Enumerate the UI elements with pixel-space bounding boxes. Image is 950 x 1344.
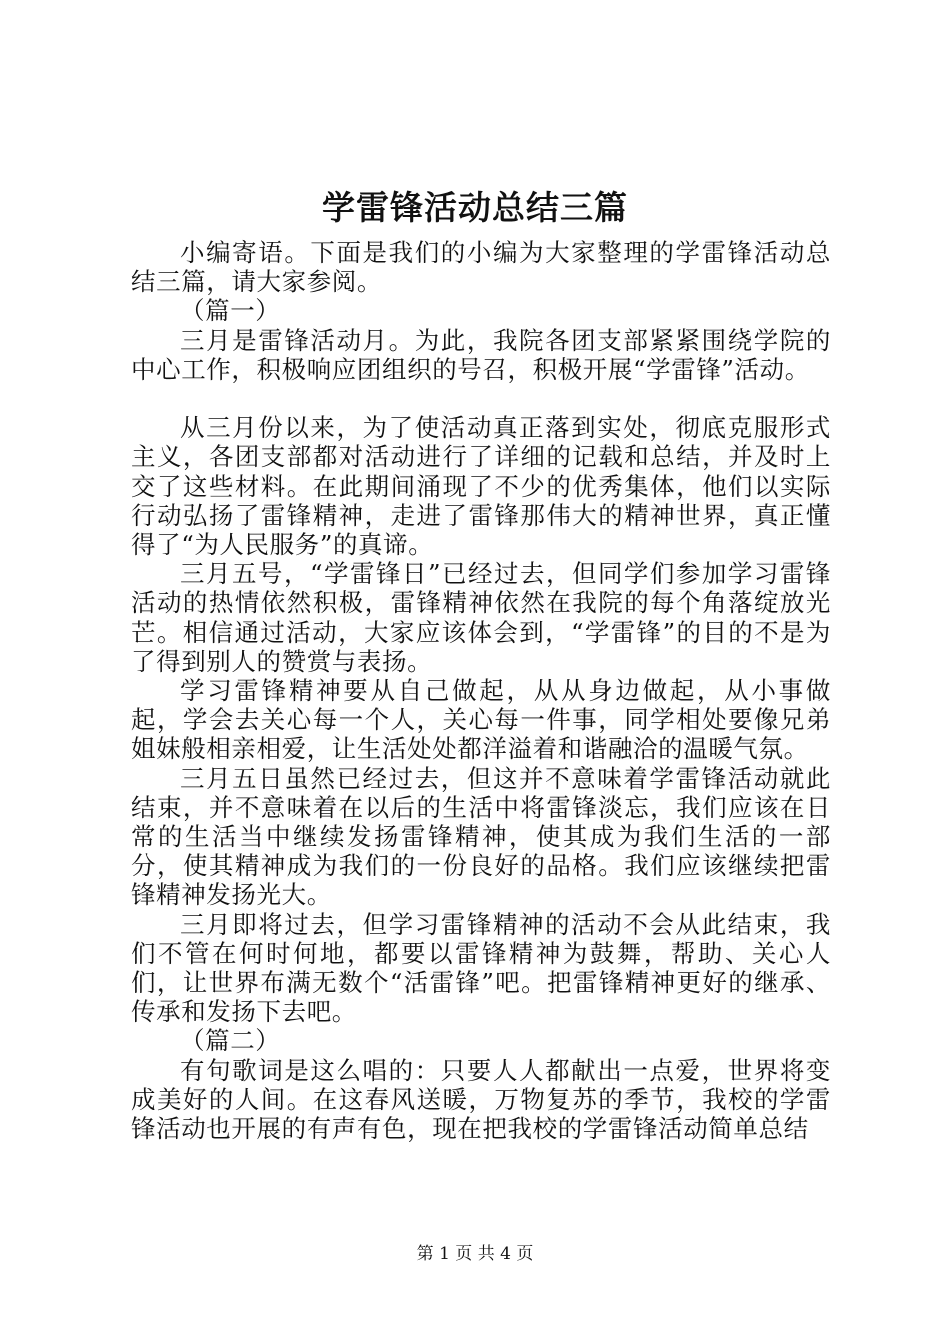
paragraph-march-passing: 三月即将过去，但学习雷锋精神的活动不会从此结束，我们不管在何时何地，都要以雷锋精神为鼓舞，帮助、关心人们，让世界布满无数个“活雷锋”吧。把雷锋精神更好的继承、传承和发扬下去吧。 bbox=[131, 909, 831, 1027]
page-number-footer: 第 1 页 共 4 页 bbox=[416, 1244, 534, 1264]
paragraph-since-march: 从三月份以来，为了使活动真正落到实处，彻底克服形式主义，各团支部都对活动进行了详细的记载和总结，并及时上交了这些材料。在此期间涌现了不少的优秀集体，他们以实际行动弘扬了雷锋精神，走进了雷锋那伟大的精神世界，真正懂得了“为人民服务”的真谛。 bbox=[131, 413, 831, 560]
document-title: 学雷锋活动总结三篇 bbox=[322, 188, 628, 227]
paragraph-not-the-end: 三月五日虽然已经过去，但这并不意味着学雷锋活动就此结束，并不意味着在以后的生活中将雷锋淡忘，我们应该在日常的生活当中继续发扬雷锋精神，使其成为我们生活的一部分，使其精神成为我们的一份良好的品格。我们应该继续把雷锋精神发扬光大。 bbox=[131, 763, 831, 910]
section-heading-part-one: （篇一） bbox=[180, 296, 281, 326]
document-body bbox=[131, 238, 831, 1143]
paragraph-song-lyrics: 有句歌词是这么唱的：只要人人都献出一点爱，世界将变成美好的人间。在这春风送暖，万物复苏的季节，我校的学雷锋活动也开展的有声有色，现在把我校的学雷锋活动简单总结 bbox=[131, 1055, 831, 1144]
paragraph-lei-feng-day: 三月五号，“学雷锋日”已经过去，但同学们参加学习雷锋活动的热情依然积极，雷锋精神依然在我院的每个角落绽放光芒。相信通过活动，大家应该体会到，“学雷锋”的目的不是为了得到别人的赞赏与表扬。 bbox=[131, 559, 831, 676]
section-heading-part-two: （篇二） bbox=[180, 1026, 281, 1056]
paragraph-intro: 小编寄语。下面是我们的小编为大家整理的学雷锋活动总结三篇，请大家参阅。 bbox=[131, 238, 831, 297]
paragraph-march-activity: 三月是雷锋活动月。为此，我院各团支部紧紧围绕学院的中心工作，积极响应团组织的号召，积极开展“学雷锋”活动。 bbox=[131, 325, 831, 384]
paragraph-start-from-self: 学习雷锋精神要从自己做起，从从身边做起，从小事做起，学会去关心每一个人，关心每一件事，同学相处要像兄弟姐妹般相亲相爱，让生活处处都洋溢着和谐融洽的温暖气氛。 bbox=[131, 676, 831, 764]
